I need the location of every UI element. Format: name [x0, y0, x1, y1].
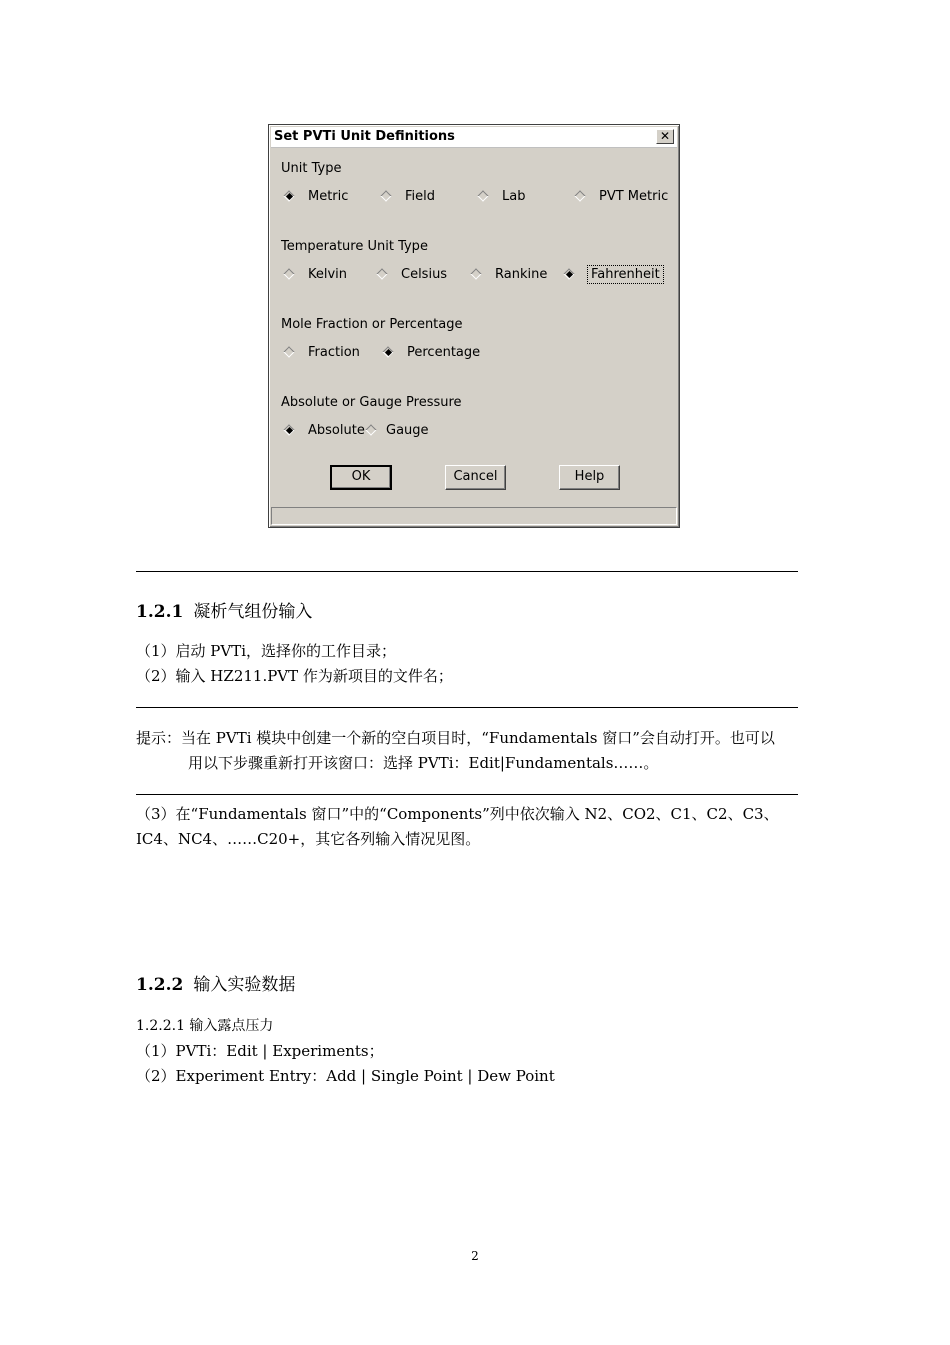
radio-selected-icon [283, 190, 295, 202]
radio-gauge[interactable] [365, 420, 429, 440]
radio-label: Metric [308, 188, 349, 204]
section-number: 1.2.2 [136, 975, 184, 995]
radio-selected-icon [382, 346, 394, 358]
radio-label: Absolute [308, 422, 365, 438]
status-bar [271, 507, 677, 525]
radio-selected-icon [563, 268, 575, 280]
subsection-heading: 1.2.2.1 输入露点压力 [136, 1018, 274, 1034]
radio-kelvin[interactable] [283, 264, 347, 284]
step-3-line-2: IC4、NC4、……C20+，其它各列输入情况见图。 [136, 830, 481, 848]
step-1: （1）PVTi：Edit | Experiments； [136, 1042, 384, 1060]
section-heading-1-2-2 [136, 970, 295, 995]
section-number: 1.2.1 [136, 602, 184, 622]
radio-metric[interactable] [283, 186, 348, 206]
step-2: （2）Experiment Entry：Add | Single Point | Dew Point [136, 1067, 555, 1085]
radio-label: Lab [502, 188, 526, 204]
radio-empty-icon [380, 190, 392, 202]
unit-type-label: Unit Type [281, 161, 342, 176]
close-icon[interactable]: ✕ [656, 129, 674, 144]
section-title: 凝析气组份输入 [193, 602, 313, 622]
divider [136, 707, 798, 708]
tip-line-1: 提示：当在 PVTi 模块中创建一个新的空白项目时，“Fundamentals 窗口”会自动打开。也可以 [136, 729, 775, 747]
radio-field[interactable] [380, 186, 435, 206]
radio-empty-icon [477, 190, 489, 202]
radio-label: Gauge [386, 422, 429, 438]
divider [136, 571, 798, 572]
step-2: （2）输入 HZ211.PVT 作为新项目的文件名； [136, 667, 453, 685]
temperature-unit-label: Temperature Unit Type [281, 239, 428, 254]
radio-empty-icon [283, 346, 295, 358]
radio-celsius[interactable] [376, 264, 447, 284]
radio-empty-icon [376, 268, 388, 280]
divider [136, 794, 798, 795]
page-number: 2 [471, 1249, 479, 1263]
tip-line-2: 用以下步骤重新打开该窗口：选择 PVTi：Edit|Fundamentals……。 [188, 754, 659, 772]
radio-label: Kelvin [308, 266, 348, 282]
radio-lab[interactable] [477, 186, 525, 206]
radio-empty-icon [574, 190, 586, 202]
radio-label: Field [405, 188, 436, 204]
radio-label: Rankine [495, 266, 548, 282]
dialog-title: Set PVTi Unit Definitions [274, 129, 455, 144]
step-1: （1）启动 PVTi，选择你的工作目录； [136, 642, 397, 660]
unit-definitions-dialog [268, 124, 680, 528]
radio-pvt-metric[interactable] [574, 186, 668, 206]
radio-fahrenheit[interactable] [563, 264, 663, 284]
radio-label: Percentage [407, 344, 481, 360]
section-title: 输入实验数据 [193, 975, 296, 995]
dialog-titlebar [271, 127, 677, 148]
step-3-line-1: （3）在“Fundamentals 窗口”中的“Components”列中依次输入 N2、CO2、C1、C2、C3、 [136, 805, 779, 823]
cancel-button[interactable]: Cancel [445, 465, 506, 490]
radio-absolute[interactable] [283, 420, 365, 440]
radio-label: PVT Metric [599, 188, 669, 204]
radio-empty-icon [470, 268, 482, 280]
radio-label: Celsius [401, 266, 448, 282]
radio-empty-icon [283, 268, 295, 280]
mole-fraction-label: Mole Fraction or Percentage [281, 317, 463, 332]
pressure-label: Absolute or Gauge Pressure [281, 395, 462, 410]
radio-label: Fahrenheit [588, 266, 663, 283]
radio-label: Fraction [308, 344, 360, 360]
ok-button[interactable]: OK [330, 465, 392, 490]
radio-rankine[interactable] [470, 264, 547, 284]
section-heading-1-2-1 [136, 597, 312, 622]
help-button[interactable]: Help [559, 465, 620, 490]
radio-selected-icon [283, 424, 295, 436]
radio-fraction[interactable] [283, 342, 360, 362]
radio-empty-icon [365, 424, 377, 436]
radio-percentage[interactable] [382, 342, 480, 362]
